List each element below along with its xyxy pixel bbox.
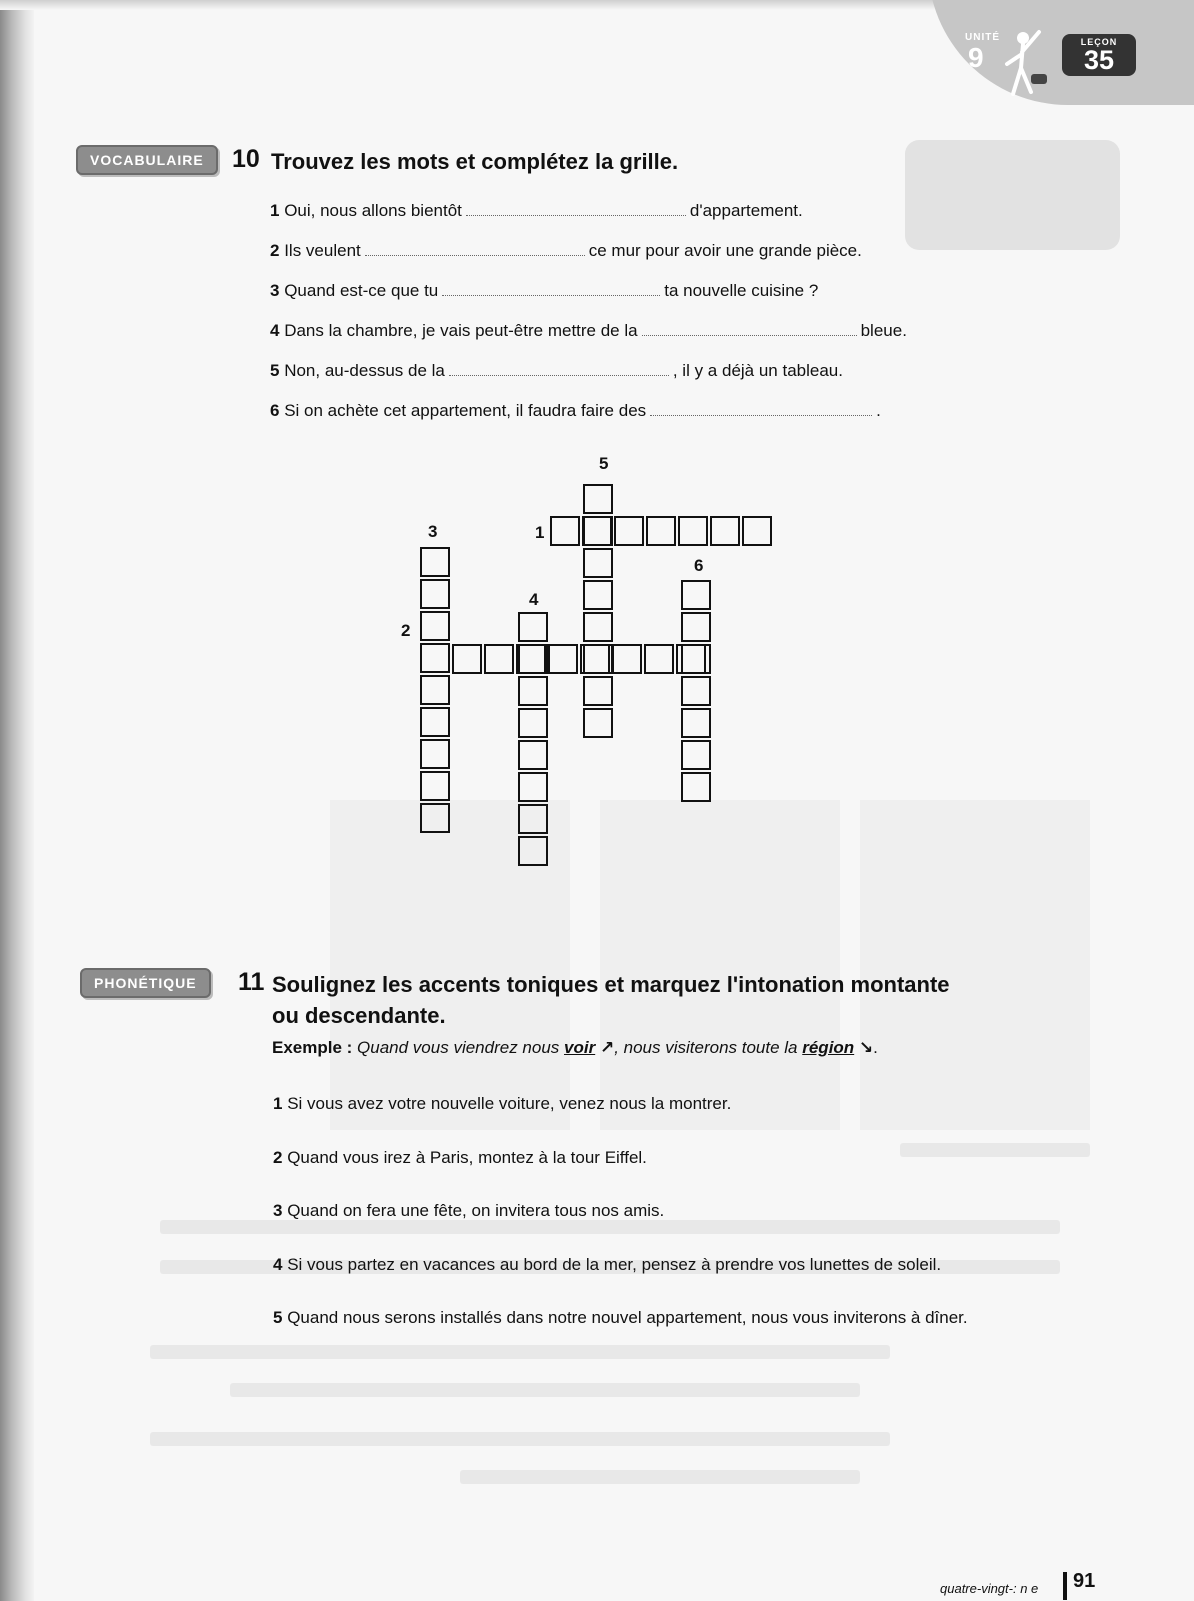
item-text-after: . [876,401,881,420]
crossword-cell[interactable] [518,740,548,770]
vocab-item-1 [270,201,803,221]
example-label: Exemple : [272,1038,353,1057]
bleed-through-text [900,1143,1090,1157]
crossword-number-3: 3 [428,522,438,541]
example-part1: Quand vous viendrez nous [357,1038,565,1057]
example-end: . [873,1038,878,1057]
crossword-cell[interactable] [550,516,580,546]
phonetic-item-5 [273,1308,968,1328]
item-number: 2 [273,1148,283,1167]
item-number: 4 [273,1255,283,1274]
bleed-through-text [460,1470,860,1484]
unit-label: UNITÉ [965,32,1000,43]
crossword-cell[interactable] [583,644,613,674]
item-text: Si vous avez votre nouvelle voiture, venez nous la montrer. [287,1094,732,1113]
phonetic-item-1 [273,1094,731,1114]
item-number: 1 [270,201,280,220]
item-number: 4 [270,321,280,340]
example-stressed-word-2: région [802,1038,855,1057]
exercise-10-number: 10 [232,145,260,173]
item-text-before: Non, au-dessus de la [284,361,445,380]
answer-blank[interactable] [442,294,660,296]
vocab-item-6 [270,401,881,421]
crossword-number-5: 5 [599,454,609,473]
crossword-cell[interactable] [420,579,450,609]
rising-arrow-icon: ↗ [599,1038,615,1057]
answer-blank[interactable] [365,254,585,256]
crossword-cell[interactable] [420,547,450,577]
crossword-cell[interactable] [548,644,578,674]
climbing-figure-icon [1003,28,1049,98]
crossword-cell[interactable] [583,548,613,578]
page-number: 91 [1073,1570,1096,1592]
item-text-before: Oui, nous allons bientôt [284,201,462,220]
item-text-after: , il y a déjà un tableau. [672,361,843,380]
crossword-cell[interactable] [420,707,450,737]
exercise-11-number: 11 [238,968,265,996]
crossword-cell[interactable] [742,516,772,546]
bleed-through-text [230,1383,860,1397]
vocab-item-2 [270,241,862,261]
item-text-after: bleue. [860,321,907,340]
vocab-item-3 [270,281,818,301]
crossword-cell[interactable] [582,516,612,546]
unit-number: 9 [968,42,984,73]
item-number: 2 [270,241,280,260]
crossword-cell[interactable] [518,676,548,706]
item-text-before: Ils veulent [284,241,361,260]
item-number: 3 [273,1201,283,1220]
crossword-cell[interactable] [583,516,613,546]
item-text-after: d'appartement. [689,201,803,220]
crossword-cell[interactable] [518,708,548,738]
crossword-cell[interactable] [583,676,613,706]
crossword-cell[interactable] [580,644,610,674]
lesson-label: LEÇON [1080,37,1118,47]
answer-blank[interactable] [650,414,872,416]
crossword-cell[interactable] [518,612,548,642]
crossword-cell[interactable] [583,484,613,514]
exercise-11-title-line2: ou descendante. [272,1003,446,1028]
item-text-after: ta nouvelle cuisine ? [664,281,819,300]
example-sentence [272,1038,878,1058]
crossword-number-1: 1 [535,523,545,542]
example-stressed-word-1: voir [564,1038,596,1057]
crossword-number-2: 2 [401,621,411,640]
lesson-number: 35 [1083,45,1115,75]
bleed-through-photo [600,800,840,1130]
crossword-cell[interactable] [681,772,711,802]
example-part2: , nous visiterons toute la [614,1038,803,1057]
crossword-cell[interactable] [420,675,450,705]
crossword-cell[interactable] [676,644,706,674]
crossword-cell[interactable] [644,644,674,674]
crossword-cell[interactable] [583,580,613,610]
crossword-cell[interactable] [710,516,740,546]
lesson-tab [1062,34,1136,76]
crossword-cell[interactable] [646,516,676,546]
crossword-cell[interactable] [678,516,708,546]
item-text: Quand nous serons installés dans notre nouvel appartement, nous vous inviterons à dîner. [287,1308,968,1327]
item-number: 3 [270,281,280,300]
answer-blank[interactable] [642,334,857,336]
crossword-cell[interactable] [583,612,613,642]
crossword-cell[interactable] [420,611,450,641]
exercise-11-title-line1: Soulignez les accents toniques et marquez l'intonation montante [272,972,950,997]
item-text: Quand vous irez à Paris, montez à la tour Eiffel. [287,1148,647,1167]
crossword-cell[interactable] [681,580,711,610]
bleed-through-text [150,1345,890,1359]
crossword-cell[interactable] [612,644,642,674]
exercise-10-title: Trouvez les mots et complétez la grille. [271,149,679,174]
crossword-cell[interactable] [420,771,450,801]
phonetic-item-3 [273,1201,664,1221]
item-text-before: Dans la chambre, je vais peut-être mettre de la [284,321,638,340]
item-text: Quand on fera une fête, on invitera tous nos amis. [287,1201,665,1220]
answer-blank[interactable] [466,214,686,216]
phonetique-tag: PHONÉTIQUE [80,968,211,998]
item-text-after: ce mur pour avoir une grande pièce. [588,241,862,260]
crossword-cell[interactable] [484,644,514,674]
item-number: 1 [273,1094,283,1113]
crossword-cell[interactable] [681,644,711,674]
crossword-cell[interactable] [452,644,482,674]
bleed-through-photo [330,800,570,1130]
bleed-through-text [160,1220,1060,1234]
answer-blank[interactable] [449,374,669,376]
bleed-through-lesson-number [905,140,1120,250]
crossword-cell[interactable] [420,643,450,673]
crossword-cell[interactable] [681,740,711,770]
vocabulaire-tag: VOCABULAIRE [76,145,218,175]
crossword-cell[interactable] [681,676,711,706]
phonetic-item-4 [273,1255,941,1275]
bleed-through-text [150,1432,890,1446]
crossword-cell[interactable] [518,772,548,802]
vocab-item-5 [270,361,843,381]
item-number: 5 [273,1308,283,1327]
phonetic-item-2 [273,1148,647,1168]
item-text-before: Quand est-ce que tu [284,281,439,300]
bleed-through-photo [860,800,1090,1130]
crossword-cell[interactable] [681,612,711,642]
item-number: 5 [270,361,280,380]
crossword-cell[interactable] [614,516,644,546]
page-footer-text: quatre-vingt-: n e [940,1581,1039,1596]
falling-arrow-icon: ↘ [858,1038,874,1057]
item-text-before: Si on achète cet appartement, il faudra faire des [284,401,647,420]
page-binding-shadow [0,0,34,1601]
vocab-item-4 [270,321,907,341]
crossword-number-6: 6 [694,556,704,575]
crossword-cell[interactable] [681,708,711,738]
crossword-cell[interactable] [516,644,546,674]
item-number: 6 [270,401,280,420]
footer-divider [1063,1572,1067,1600]
crossword-cell[interactable] [583,708,613,738]
crossword-cell[interactable] [420,739,450,769]
item-text: Si vous partez en vacances au bord de la mer, pensez à prendre vos lunettes de soleil. [287,1255,942,1274]
crossword-number-4: 4 [529,590,539,609]
crossword-cell[interactable] [518,644,548,674]
